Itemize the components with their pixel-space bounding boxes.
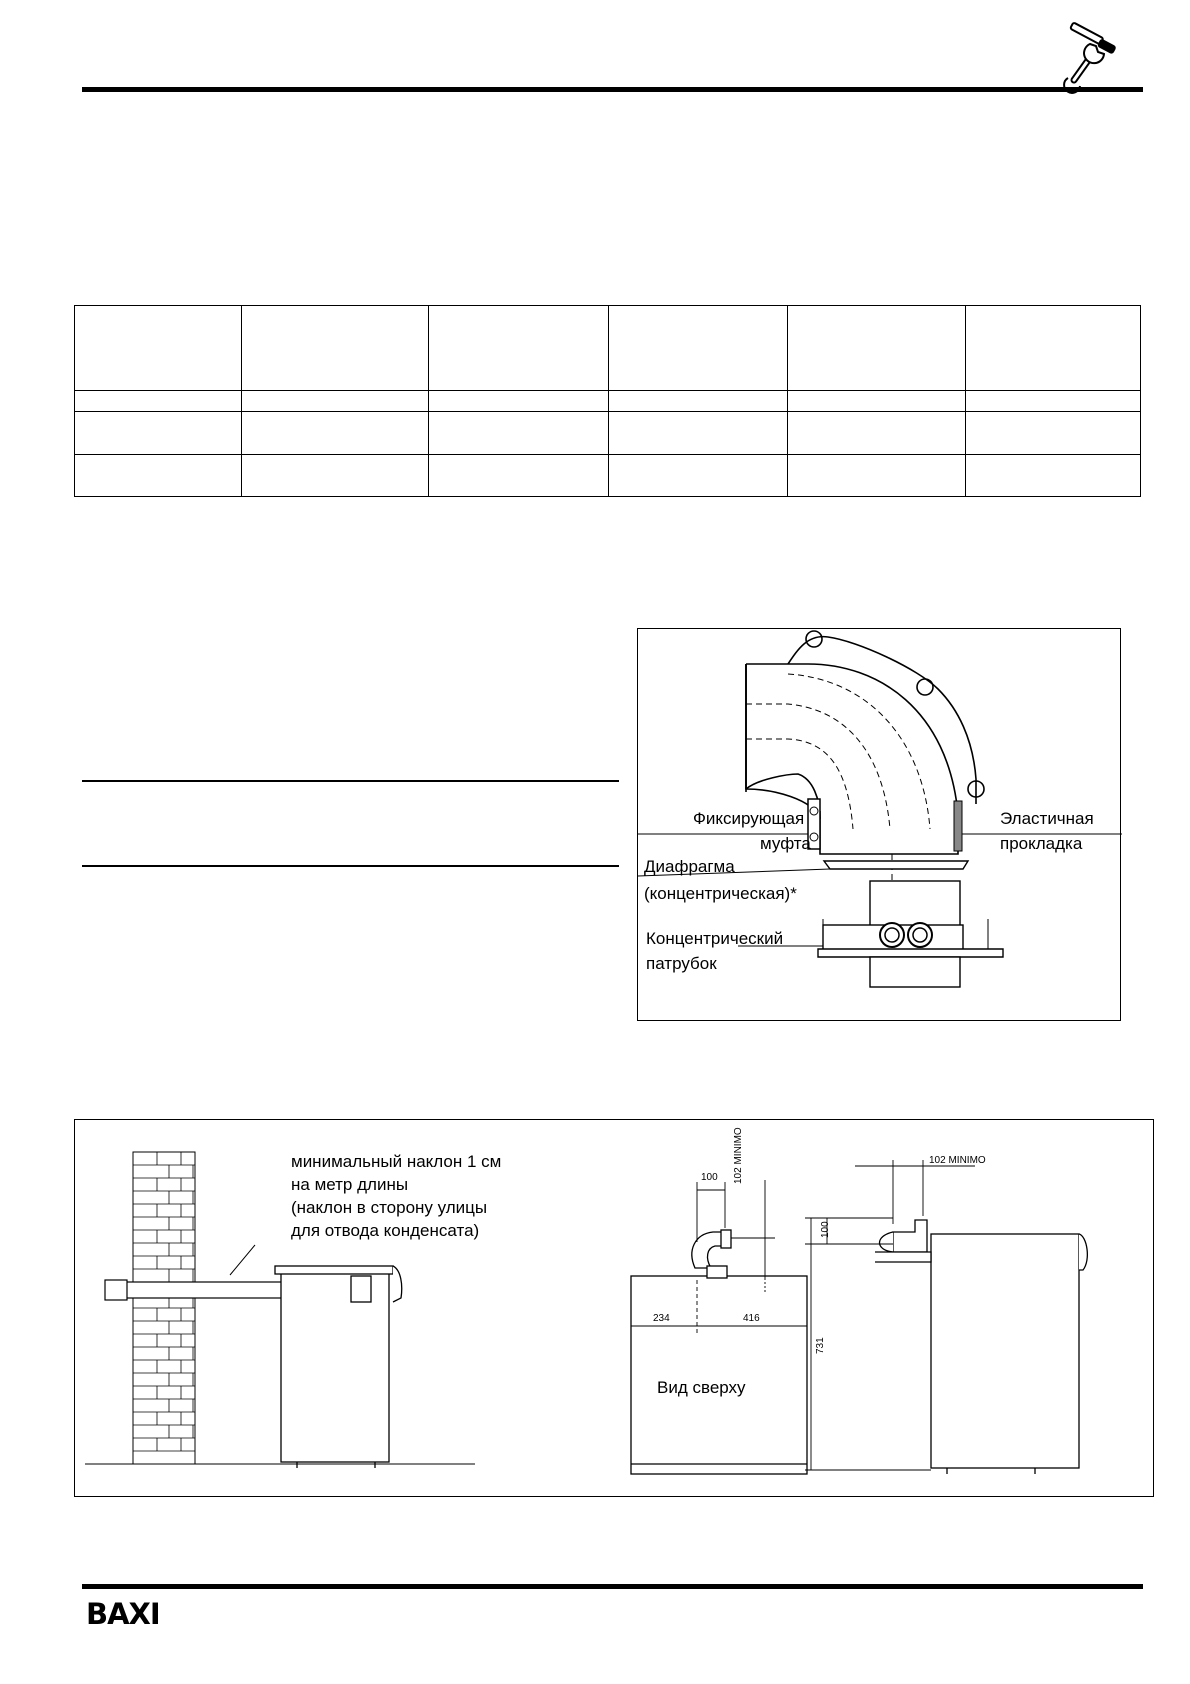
table-cell [788, 306, 966, 391]
text-rule-top [82, 780, 619, 782]
table-cell [75, 306, 242, 391]
slope-note-line-1: минимальный наклон 1 см [291, 1152, 502, 1171]
top-view-label: Вид сверху [657, 1378, 746, 1397]
top-view [631, 1230, 807, 1474]
table-cell [75, 391, 242, 412]
label-concentric-pipe-1: Концентрический [646, 929, 784, 948]
slope-note-line-2: на метр длины [291, 1175, 409, 1194]
table-row [75, 306, 1141, 391]
table-cell [75, 455, 242, 497]
table-cell [242, 455, 429, 497]
table-cell [966, 412, 1141, 455]
table-cell [429, 412, 609, 455]
label-fixing-coupling-1: Фиксирующая [693, 809, 805, 828]
table-cell [242, 306, 429, 391]
dim-102-minimo-side: 102 MINIMO [929, 1155, 986, 1166]
side-view-right [875, 1220, 1087, 1474]
label-diaphragm-1: Диафрагма [644, 857, 735, 876]
dim-416: 416 [743, 1313, 760, 1324]
brand-logo: BAXI [86, 1597, 160, 1631]
footer-rule [82, 1584, 1143, 1589]
dim-100-side: 100 [820, 1221, 831, 1238]
label-elastic-gasket-1: Эластичная [1000, 809, 1094, 828]
table-cell [966, 455, 1141, 497]
table-cell [609, 412, 788, 455]
table-cell [429, 455, 609, 497]
table-row [75, 391, 1141, 412]
text-rule-bottom [82, 865, 619, 867]
dim-100-top: 100 [701, 1172, 718, 1183]
label-fixing-coupling-2: муфта [760, 834, 811, 853]
table-row [75, 455, 1141, 497]
header-rule [82, 87, 1143, 92]
table-cell [609, 455, 788, 497]
table-cell [242, 391, 429, 412]
label-elastic-gasket-2: прокладка [1000, 834, 1083, 853]
installation-views [75, 1120, 1155, 1498]
table-cell [242, 412, 429, 455]
table-cell [966, 306, 1141, 391]
table-cell [788, 412, 966, 455]
installation-figure [74, 1119, 1154, 1497]
slope-note-line-3: (наклон в сторону улицы [291, 1198, 488, 1217]
diaphragm-figure [637, 628, 1121, 1021]
table-cell [788, 391, 966, 412]
table-cell [609, 391, 788, 412]
dim-731: 731 [815, 1337, 826, 1354]
table-cell [609, 306, 788, 391]
table-cell [429, 391, 609, 412]
parameters-table [74, 305, 1141, 497]
table-cell [966, 391, 1141, 412]
dim-234: 234 [653, 1313, 670, 1324]
tools-icon [1064, 18, 1122, 88]
table-cell [75, 412, 242, 455]
label-concentric-pipe-2: патрубок [646, 954, 717, 973]
table-cell [788, 455, 966, 497]
label-diaphragm-2: (концентрическая)* [644, 884, 797, 903]
slope-note-line-4: для отвода конденсата) [291, 1221, 480, 1240]
dim-102-minimo-vertical: 102 MINIMO [733, 1127, 744, 1184]
table-row [75, 412, 1141, 455]
table-cell [429, 306, 609, 391]
